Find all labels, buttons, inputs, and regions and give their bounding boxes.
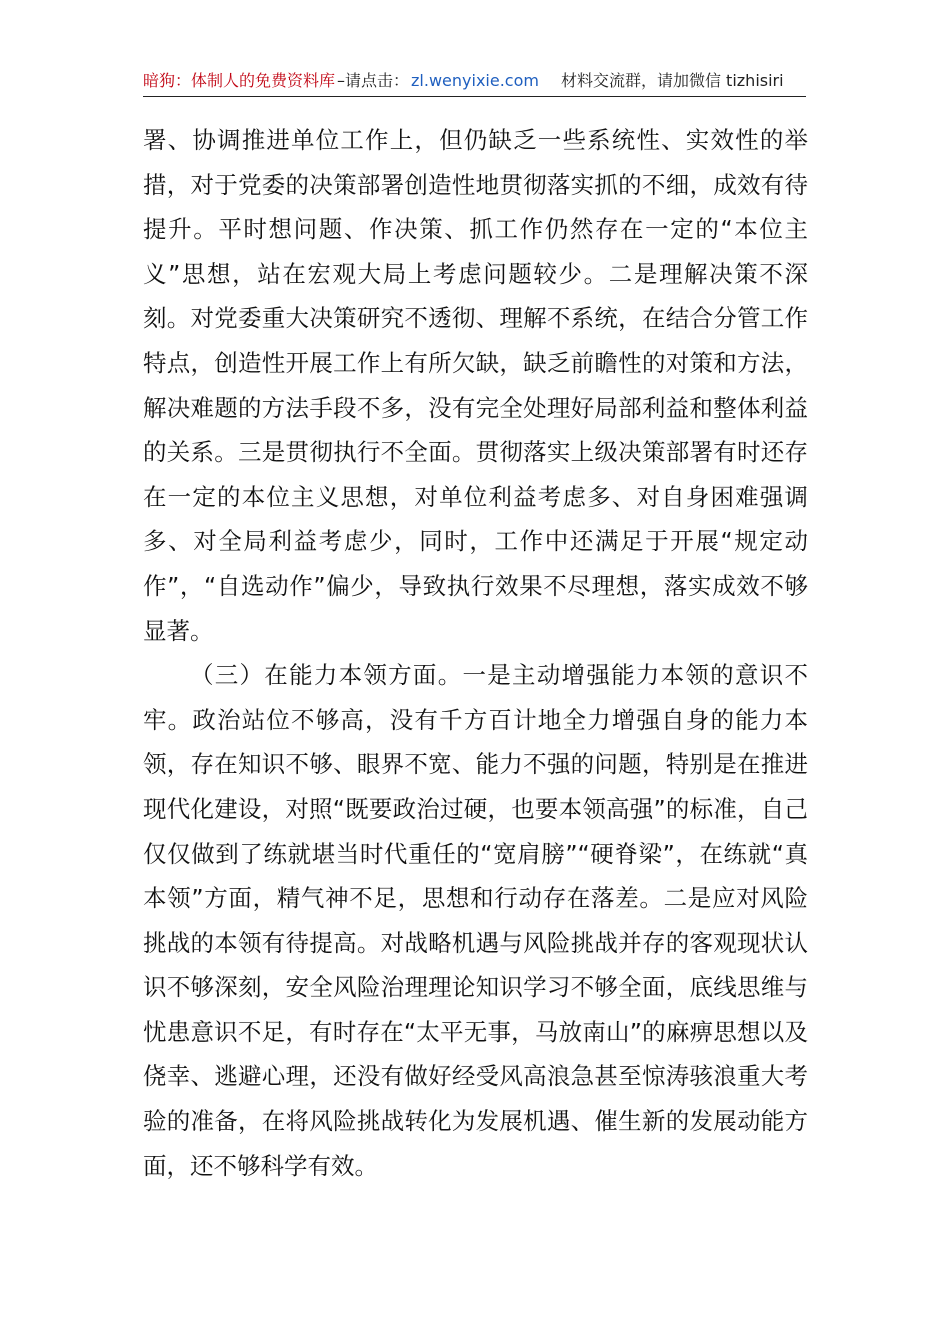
header-brand: 暗狗：体制人的免费资料库 xyxy=(143,71,336,90)
header-click-prompt: –请点击： xyxy=(337,71,410,90)
document-body xyxy=(143,118,808,1188)
header-url-link[interactable]: zl.wenyixie.com xyxy=(411,71,539,90)
page-header xyxy=(143,66,806,97)
paragraph-ability-section: （三）在能力本领方面。一是主动增强能力本领的意识不牢。政治站位不够高，没有千方百计地全力增强自身的能力本领，存在知识不够、眼界不宽、能力不强的问题，特别是在推进现代化建设，对照“既要政治过硬，也要本领高强”的标准，自己仅仅做到了练就堪当时代重任的“宽肩膀”“硬脊梁”，在练就“真本领”方面，精气神不足，思想和行动存在落差。二是应对风险挑战的本领有待提高。对战略机遇与风险挑战并存的客观现状认识不够深刻，安全风险治理理论知识学习不够全面，底线思维与忧患意识不足，有时存在“太平无事，马放南山”的麻痹思想以及侥幸、逃避心理，还没有做好经受风高浪急甚至惊涛骇浪重大考验的准备，在将风险挑战转化为发展机遇、催生新的发展动能方面，还不够科学有效。 xyxy=(143,661,808,1180)
paragraph-continuation: 署、协调推进单位工作上，但仍缺乏一些系统性、实效性的举措，对于党委的决策部署创造性地贯彻落实抓的不细，成效有待提升。平时想问题、作决策、抓工作仍然存在一定的“本位主义”思想，站在宏观大局上考虑问题较少。二是理解决策不深刻。对党委重大决策研究不透彻、理解不系统，在结合分管工作特点，创造性开展工作上有所欠缺，缺乏前瞻性的对策和方法，解决难题的方法手段不多，没有完全处理好局部利益和整体利益的关系。三是贯彻执行不全面。贯彻落实上级决策部署有时还存在一定的本位主义思想，对单位利益考虑多、对自身困难强调多、对全局利益考虑少，同时，工作中还满足于开展“规定动作”，“自选动作”偏少，导致执行效果不尽理想，落实成效不够显著。 xyxy=(143,126,808,645)
header-group-info: 材料交流群，请加微信 tizhisiri xyxy=(560,71,784,90)
